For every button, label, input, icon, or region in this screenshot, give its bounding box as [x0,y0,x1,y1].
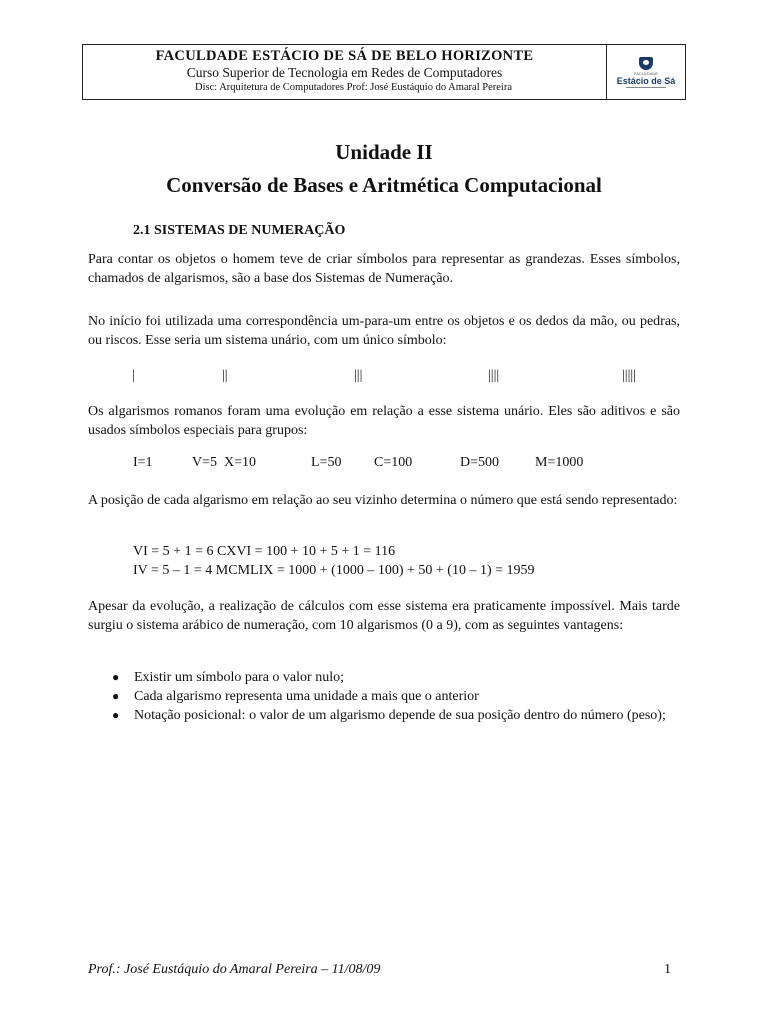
roman-d: D=500 [460,455,500,470]
unit-title: Unidade II [335,140,433,164]
tally-3: ||| [354,368,363,383]
list-item-text: Existir um símbolo para o valor nulo; [134,670,344,685]
shield-icon [639,57,653,70]
paragraph-3: Os algarismos romanos foram uma evolução em relação a esse sistema unário. Eles são aditivos e são usados símbolos especiais para grupos: [88,404,680,438]
roman-i: I=1 [133,455,153,470]
roman-v: V=5 [192,455,218,470]
bullet-icon: ● [112,708,120,722]
header-text-block [83,45,607,99]
list-item [112,687,682,706]
logo-cell [607,45,685,99]
paragraph-1: Para contar os objetos o homem teve de criar símbolos para representar as grandezas. Esses símbolos, chamados de algarismos, são a base dos Sistemas de Numeração. [88,252,680,286]
tally-4: |||| [488,368,500,383]
footer-author: Prof.: José Eustáquio do Amaral Pereira – 11/08/09 [88,962,381,977]
tally-2: || [222,368,228,383]
paragraph-4: A posição de cada algarismo em relação ao seu vizinho determina o número que está sendo representado: [88,493,678,508]
roman-l: L=50 [311,455,342,470]
document-subtitle: Conversão de Bases e Aritmética Computacional [166,173,602,197]
section-title: 2.1 SISTEMAS DE NUMERAÇÃO [133,223,346,238]
roman-c: C=100 [374,455,413,470]
course-name: Curso Superior de Tecnologia em Redes de Computadores [186,65,503,80]
estacio-logo [617,57,676,88]
tally-1: | [132,368,135,383]
list-item [112,706,682,725]
example-line-2: IV = 5 – 1 = 4 MCMLIX = 1000 + (1000 – 100) + 50 + (10 – 1) = 1959 [133,563,535,578]
discipline-line: Disc: Arquitetura de Computadores Prof: José Eustáquio do Amaral Pereira [195,82,512,93]
page-number: 1 [664,962,671,977]
list-item [112,668,682,687]
list-item-text: Cada algarismo representa uma unidade a mais que o anterior [134,689,479,704]
document-header [82,44,686,100]
logo-divider [626,87,666,88]
bullet-icon: ● [112,689,120,703]
paragraph-2: No início foi utilizada uma correspondência um-para-um entre os objetos e os dedos da mão, ou pedras, ou riscos. Esse seria um sistema unário, com um único símbolo: [88,314,680,348]
bullet-icon: ● [112,670,120,684]
tally-5: ||||| [622,368,637,383]
logo-small-text: FACULDADE [633,70,658,76]
roman-m: M=1000 [535,455,584,470]
list-item-text: Notação posicional: o valor de um algarismo depende de sua posição dentro do número (peso); [134,708,666,723]
paragraph-5: Apesar da evolução, a realização de cálculos com esse sistema era praticamente impossível. Mais tarde surgiu o sistema arábico de numeração, com 10 algarismos (0 a 9), com as seguintes vantagens: [88,599,680,633]
advantages-list [112,668,682,725]
roman-x: X=10 [224,455,257,470]
logo-name: Estácio de Sá [616,75,676,86]
institution-name: FACULDADE ESTÁCIO DE SÁ DE BELO HORIZONTE [155,48,534,64]
example-line-1: VI = 5 + 1 = 6 CXVI = 100 + 10 + 5 + 1 = 116 [133,544,396,559]
